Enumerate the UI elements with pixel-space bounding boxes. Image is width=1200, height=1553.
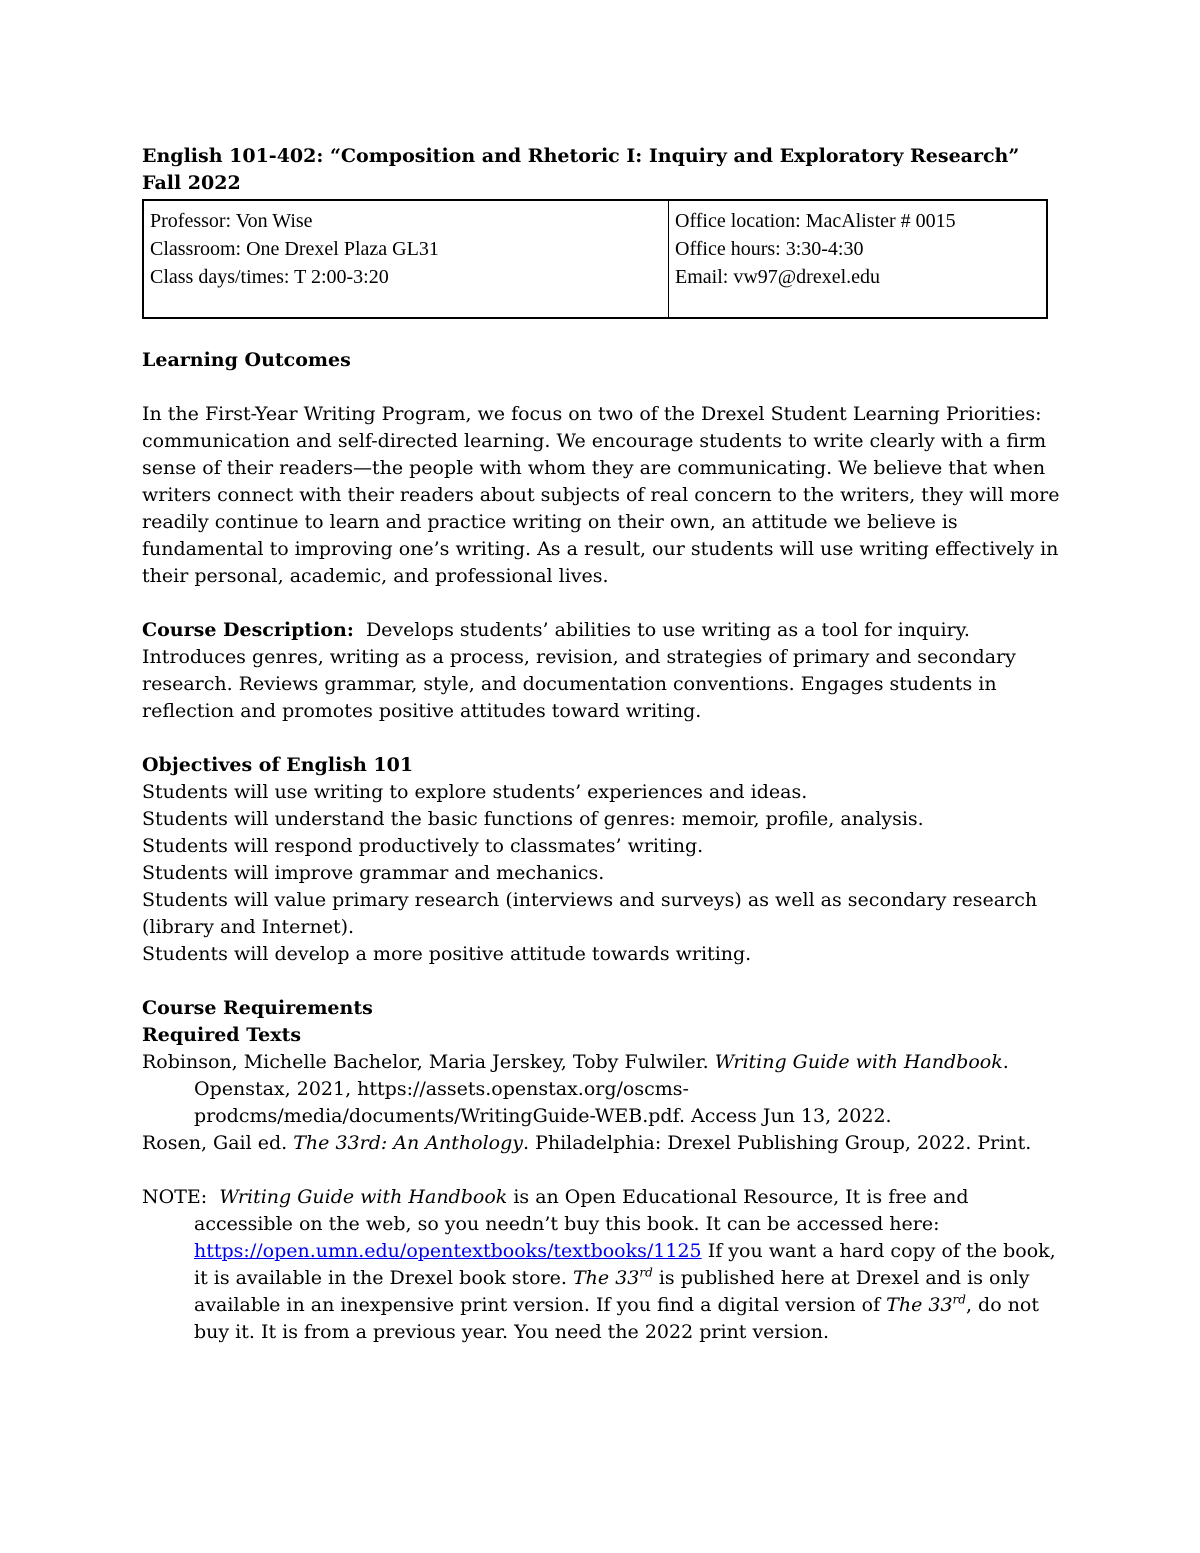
objective-item: Students will value primary research (interviews and surveys) as well as secondary research (library and Internet). [142,889,1038,938]
objective-item: Students will improve grammar and mechanics. [142,862,605,884]
syllabus-content [142,143,1062,1346]
textbook-link[interactable]: https://open.umn.edu/opentextbooks/textbooks/1125 [194,1240,702,1262]
text2-title: The 33rd: An Anthology [293,1132,523,1154]
term: Fall 2022 [142,172,241,194]
office-location: Office location: MacAlister # 0015 [675,210,956,232]
course-info-right [669,200,1048,318]
objective-item: Students will understand the basic functions of genres: memoir, profile, analysis. [142,808,924,830]
text1-title: Writing Guide with Handbook [714,1051,1003,1073]
required-text-2 [142,1130,1062,1157]
note-title-2-text: The 33 [573,1267,640,1289]
text2-rest: . Philadelphia: Drexel Publishing Group, 2022. Print. [523,1132,1032,1154]
note-part-3: is published here at Drexel and is only available in an inexpensive print version. If you find a digital version of [194,1267,1030,1316]
required-texts-heading: Required Texts [142,1024,302,1046]
note-title-2 [573,1267,653,1289]
text1-rest: . Openstax, 2021, https://assets.openstax.org/oscms-prodcms/media/documents/WritingGuide-WEB.pdf. Access Jun 13, 2022. [194,1051,1009,1127]
note-title-3 [886,1294,966,1316]
office-hours: Office hours: 3:30-4:30 [675,238,864,260]
course-description [142,617,1062,725]
text1-authors: Robinson, Michelle Bachelor, Maria Jerskey, Toby Fulwiler. [142,1051,709,1073]
objectives-heading: Objectives of English 101 [142,754,414,776]
note-part-2: If you want a hard copy of the book, it is available in the Drexel book store. [194,1240,1056,1289]
course-requirements-heading: Course Requirements [142,997,373,1019]
course-description-body: Develops students’ abilities to use writing as a tool for inquiry. Introduces genres, writing as a process, revision, and strategies of primary and secondary research. Reviews grammar, style, and documentation conventions. Engages students in reflection and promotes positive attitudes toward writing. [142,619,1016,722]
note-part-1: is an Open Educational Resource, It is free and accessible on the web, so you needn’t buy this book. It can be accessed here: [194,1186,969,1235]
objectives-list [142,779,1062,968]
text2-authors: Rosen, Gail ed. [142,1132,288,1154]
note-title-1: Writing Guide with Handbook [219,1186,508,1208]
objective-item: Students will develop a more positive attitude towards writing. [142,943,752,965]
note-title-2-sup: rd [639,1265,653,1280]
note-title-3-text: The 33 [886,1294,953,1316]
course-info-table [142,199,1048,319]
note-prefix: NOTE: [142,1186,208,1208]
professor: Professor: Von Wise [150,210,313,232]
class-times: Class days/times: T 2:00-3:20 [150,266,389,288]
course-description-label: Course Description: [142,619,354,641]
email: Email: vw97@drexel.edu [675,266,881,288]
learning-outcomes-heading: Learning Outcomes [142,349,351,371]
note-part-4: , do not buy it. It is from a previous year. You need the 2022 print version. [194,1294,1039,1343]
classroom: Classroom: One Drexel Plaza GL31 [150,238,439,260]
objective-item: Students will use writing to explore students’ experiences and ideas. [142,781,808,803]
required-text-1 [142,1049,1062,1130]
course-title: English 101-402: “Composition and Rhetoric I: Inquiry and Exploratory Research” [142,145,1020,167]
learning-outcomes-body: In the First-Year Writing Program, we focus on two of the Drexel Student Learning Priorities: communication and self-directed learning. We encourage students to write clearly with a firm sense of their readers—the people with whom they are communicating. We believe that when writers connect with their readers about subjects of real concern to the writers, they will more readily continue to learn and practice writing on their own, an attitude we believe is fundamental to improving one’s writing. As a result, our students will use writing effectively in their personal, academic, and professional lives. [142,403,1060,587]
note-paragraph [142,1184,1062,1346]
note-title-3-sup: rd [952,1292,966,1307]
course-info-left [143,200,669,318]
objective-item: Students will respond productively to classmates’ writing. [142,835,704,857]
